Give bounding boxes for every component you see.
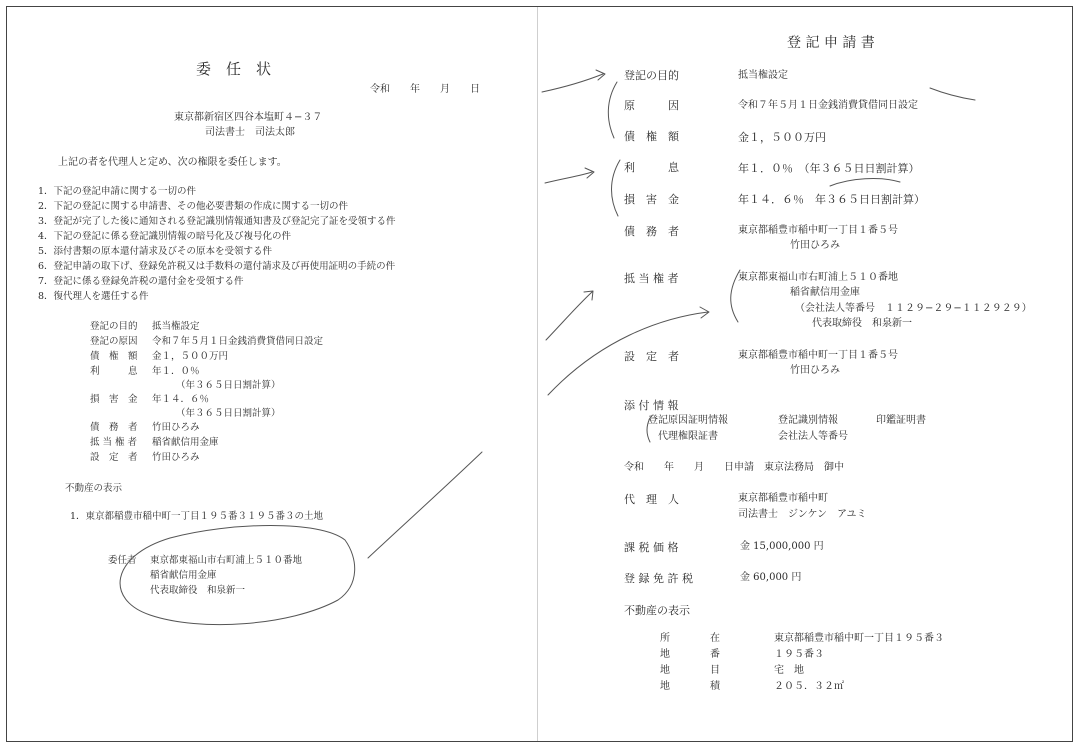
bracket-mark (930, 88, 975, 100)
filing-line: 令和 年 月 日申請 東京法務局 御中 (624, 462, 844, 473)
poa-principal-line: 稲省献信用金庫 (150, 570, 217, 581)
poa-date: 令和 年 月 日 (370, 84, 480, 95)
poa-detail-note: （年３６５日日割計算） (176, 380, 281, 391)
attachment-item: 会社法人等番号 (778, 431, 848, 442)
poa-power-item: 5．添付書類の原本還付請求及びその原本を受領する件 (38, 246, 273, 257)
poa-principal-label: 委任者 (108, 555, 137, 566)
poa-power-item: 6．登記申請の取下げ、登録免許税又は手数料の還付請求及び再使用証明の手続の件 (38, 261, 396, 272)
poa-agent-name: 司法書士 司法太郎 (205, 127, 295, 138)
poa-detail-value: 竹田ひろみ (152, 422, 200, 433)
license-tax-value: 金 60,000 円 (740, 572, 802, 583)
principal-circle (120, 526, 355, 625)
agent-line: 東京都稲豊市稲中町 (738, 493, 828, 504)
poa-property-heading: 不動産の表示 (65, 483, 123, 494)
application-row-value: 稲省献信用金庫 (790, 287, 860, 298)
poa-detail-label: 登記の原因 (90, 336, 138, 347)
application-row-value: 竹田ひろみ (790, 365, 840, 376)
property-label: 地 目 (660, 665, 720, 676)
property-value: ２０５．３２㎡ (774, 681, 844, 692)
poa-detail-note: （年３６５日日割計算） (176, 408, 281, 419)
bracket-mark (612, 160, 621, 216)
poa-principal-line: 代表取締役 和泉新一 (150, 585, 246, 596)
application-row-value: 金１，５００万円 (738, 131, 826, 144)
application-row-label: 債 務 者 (624, 225, 679, 238)
arrow-mark (542, 70, 605, 92)
poa-power-item: 7．登記に係る登録免許税の還付金を受領する件 (38, 276, 244, 287)
application-row-label: 登記の目的 (624, 69, 679, 82)
poa-detail-label: 債 権 額 (90, 351, 138, 362)
poa-intro: 上記の者を代理人と定め、次の権限を委任します。 (58, 157, 287, 168)
tax-base-value: 金 15,000,000 円 (740, 541, 824, 552)
poa-detail-label: 債 務 者 (90, 422, 138, 433)
poa-detail-value: 抵当権設定 (152, 321, 200, 332)
poa-power-item: 1．下記の登記申請に関する一切の件 (38, 186, 197, 197)
attachment-item: 登記原因証明情報 (648, 415, 728, 426)
application-row-value: 年１．０％ （年３６５日日割計算） (738, 162, 920, 175)
bracket-mark (830, 179, 900, 186)
application-row-value: 抵当権設定 (738, 70, 788, 81)
application-row-value: （会社法人等番号 １１２９−２９−１１２９２９） (795, 303, 1032, 314)
poa-property-item: 1．東京都稲豊市稲中町一丁目１９５番３１９５番３の土地 (70, 511, 324, 522)
poa-principal-line: 東京都東福山市右町浦上５１０番地 (150, 555, 303, 566)
application-row-label: 債 権 額 (624, 130, 679, 143)
poa-detail-label: 抵 当 権 者 (90, 437, 138, 448)
property-value: 東京都稲豊市稲中町一丁目１９５番３ (774, 633, 944, 644)
poa-detail-label: 損 害 金 (90, 394, 138, 405)
poa-detail-label: 設 定 者 (90, 452, 138, 463)
poa-detail-value: 金１，５００万円 (152, 351, 229, 362)
poa-title: 委 任 状 (196, 60, 272, 78)
poa-detail-value: 竹田ひろみ (152, 452, 200, 463)
poa-detail-value: 年１４．６％ (152, 394, 210, 405)
attachment-item: 登記識別情報 (778, 415, 838, 426)
application-row-label: 損 害 金 (624, 193, 679, 206)
arrow-mark (548, 307, 709, 395)
attachments-heading: 添 付 情 報 (624, 399, 679, 412)
connector-stroke (368, 452, 482, 558)
attachment-item: 代理権限証書 (658, 431, 718, 442)
property-label: 地 積 (660, 681, 720, 692)
application-row-value: 東京都稲豊市稲中町一丁目１番５号 (738, 225, 898, 236)
property-value: 宅 地 (774, 665, 804, 676)
arrow-mark (545, 168, 594, 183)
bracket-mark (731, 270, 740, 322)
poa-power-item: 2．下記の登記に関する申請書、その他必要書類の作成に関する一切の件 (38, 201, 349, 212)
application-property-heading: 不動産の表示 (624, 604, 690, 617)
property-label: 地 番 (660, 649, 720, 660)
application-row-value: 東京都稲豊市稲中町一丁目１番５号 (738, 350, 898, 361)
application-row-label: 利 息 (624, 161, 679, 174)
application-row-value: 東京都東福山市右町浦上５１０番地 (738, 272, 898, 283)
property-value: １９５番３ (774, 649, 824, 660)
application-row-value: 竹田ひろみ (790, 240, 840, 251)
application-row-label: 設 定 者 (624, 350, 679, 363)
property-label: 所 在 (660, 633, 720, 644)
agent-label: 代 理 人 (624, 493, 679, 506)
application-title: 登 記 申 請 書 (787, 35, 875, 51)
application-row-value: 代表取締役 和泉新一 (812, 318, 912, 329)
poa-power-item: 3．登記が完了した後に通知される登記識別情報通知書及び登記完了証を受領する件 (38, 216, 396, 227)
application-row-value: 年１４．６％ 年３６５日日割計算） (738, 193, 925, 206)
poa-detail-value: 稲省献信用金庫 (152, 437, 219, 448)
tax-base-label: 課 税 価 格 (624, 541, 679, 554)
poa-detail-value: 年１．０％ (152, 366, 200, 377)
poa-power-item: 8．復代理人を選任する件 (38, 291, 149, 302)
agent-line: 司法書士 ジンケン アユミ (738, 509, 867, 520)
license-tax-label: 登 録 免 許 税 (624, 572, 693, 585)
poa-detail-value: 令和７年５月１日金銭消費貸借同日設定 (152, 336, 324, 347)
bracket-mark (647, 418, 650, 442)
poa-detail-label: 登記の目的 (90, 321, 138, 332)
poa-agent-address: 東京都新宿区四谷本塩町４−３７ (174, 112, 323, 123)
poa-power-item: 4．下記の登記に係る登記識別情報の暗号化及び複号化の件 (38, 231, 292, 242)
application-row-label: 抵 当 権 者 (624, 272, 679, 285)
poa-detail-label: 利 息 (90, 366, 138, 377)
application-row-label: 原 因 (624, 99, 679, 112)
attachment-item: 印鑑証明書 (876, 415, 926, 426)
application-row-value: 令和７年５月１日金銭消費貸借同日設定 (738, 100, 918, 111)
arrow-mark (546, 291, 593, 340)
bracket-mark (608, 82, 617, 138)
